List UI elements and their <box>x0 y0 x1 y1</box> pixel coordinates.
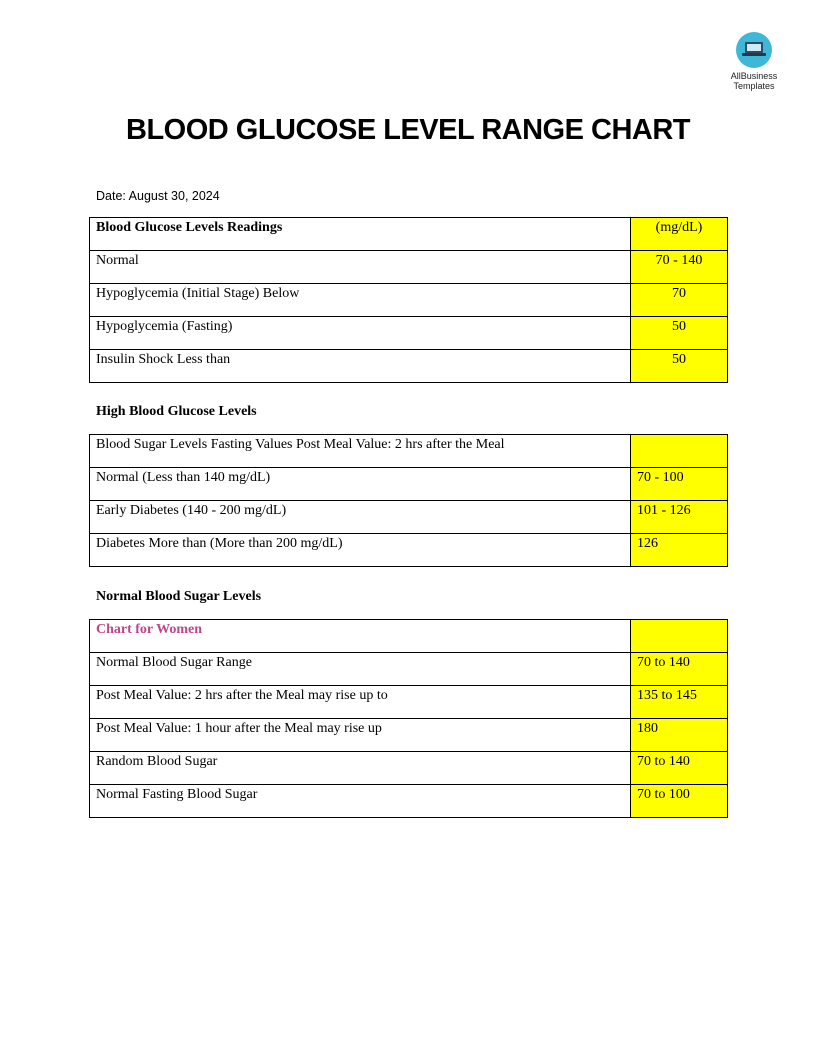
laptop-icon <box>736 32 772 68</box>
row-value: 70 to 140 <box>631 653 728 686</box>
row-value: 70 to 100 <box>631 785 728 818</box>
table-row <box>90 653 728 686</box>
table-row <box>90 317 728 350</box>
row-value: 70 to 140 <box>631 752 728 785</box>
header-label: Chart for Women <box>90 620 631 653</box>
row-label: Hypoglycemia (Initial Stage) Below <box>90 284 631 317</box>
row-value: 180 <box>631 719 728 752</box>
row-label: Random Blood Sugar <box>90 752 631 785</box>
row-value: 70 <box>631 284 728 317</box>
section-heading-high: High Blood Glucose Levels <box>96 404 257 419</box>
header-label: Blood Sugar Levels Fasting Values Post Meal Value: 2 hrs after the Meal <box>90 435 631 468</box>
table-row <box>90 719 728 752</box>
row-label: Normal Blood Sugar Range <box>90 653 631 686</box>
row-label: Diabetes More than (More than 200 mg/dL) <box>90 534 631 567</box>
row-label: Normal Fasting Blood Sugar <box>90 785 631 818</box>
header-value <box>631 620 728 653</box>
row-value: 50 <box>631 350 728 383</box>
section-heading-normal: Normal Blood Sugar Levels <box>96 589 262 604</box>
row-value: 126 <box>631 534 728 567</box>
row-label: Hypoglycemia (Fasting) <box>90 317 631 350</box>
document-date: Date: August 30, 2024 <box>96 189 220 203</box>
high-glucose-table <box>89 434 728 567</box>
page-title: BLOOD GLUCOSE LEVEL RANGE CHART <box>126 114 690 146</box>
table-row <box>90 350 728 383</box>
row-label: Post Meal Value: 2 hrs after the Meal may rise up to <box>90 686 631 719</box>
table-header-row <box>90 435 728 468</box>
header-value <box>631 435 728 468</box>
table-row <box>90 251 728 284</box>
table-row <box>90 284 728 317</box>
row-label: Insulin Shock Less than <box>90 350 631 383</box>
row-label: Early Diabetes (140 - 200 mg/dL) <box>90 501 631 534</box>
row-value: 70 - 100 <box>631 468 728 501</box>
row-value: 50 <box>631 317 728 350</box>
row-value: 135 to 145 <box>631 686 728 719</box>
logo-text: AllBusiness Templates <box>730 71 778 91</box>
row-value: 101 - 126 <box>631 501 728 534</box>
table-header-row <box>90 620 728 653</box>
table-row <box>90 501 728 534</box>
table-row <box>90 686 728 719</box>
table-row <box>90 534 728 567</box>
allbusiness-templates-logo <box>726 32 782 91</box>
table-row <box>90 785 728 818</box>
header-unit: (mg/dL) <box>631 218 728 251</box>
header-label: Blood Glucose Levels Readings <box>90 218 631 251</box>
table-row <box>90 752 728 785</box>
row-label: Normal <box>90 251 631 284</box>
row-label: Post Meal Value: 1 hour after the Meal may rise up <box>90 719 631 752</box>
table-row <box>90 468 728 501</box>
row-label: Normal (Less than 140 mg/dL) <box>90 468 631 501</box>
table-header-row <box>90 218 728 251</box>
normal-sugar-table <box>89 619 728 818</box>
glucose-readings-table <box>89 217 728 383</box>
row-value: 70 - 140 <box>631 251 728 284</box>
